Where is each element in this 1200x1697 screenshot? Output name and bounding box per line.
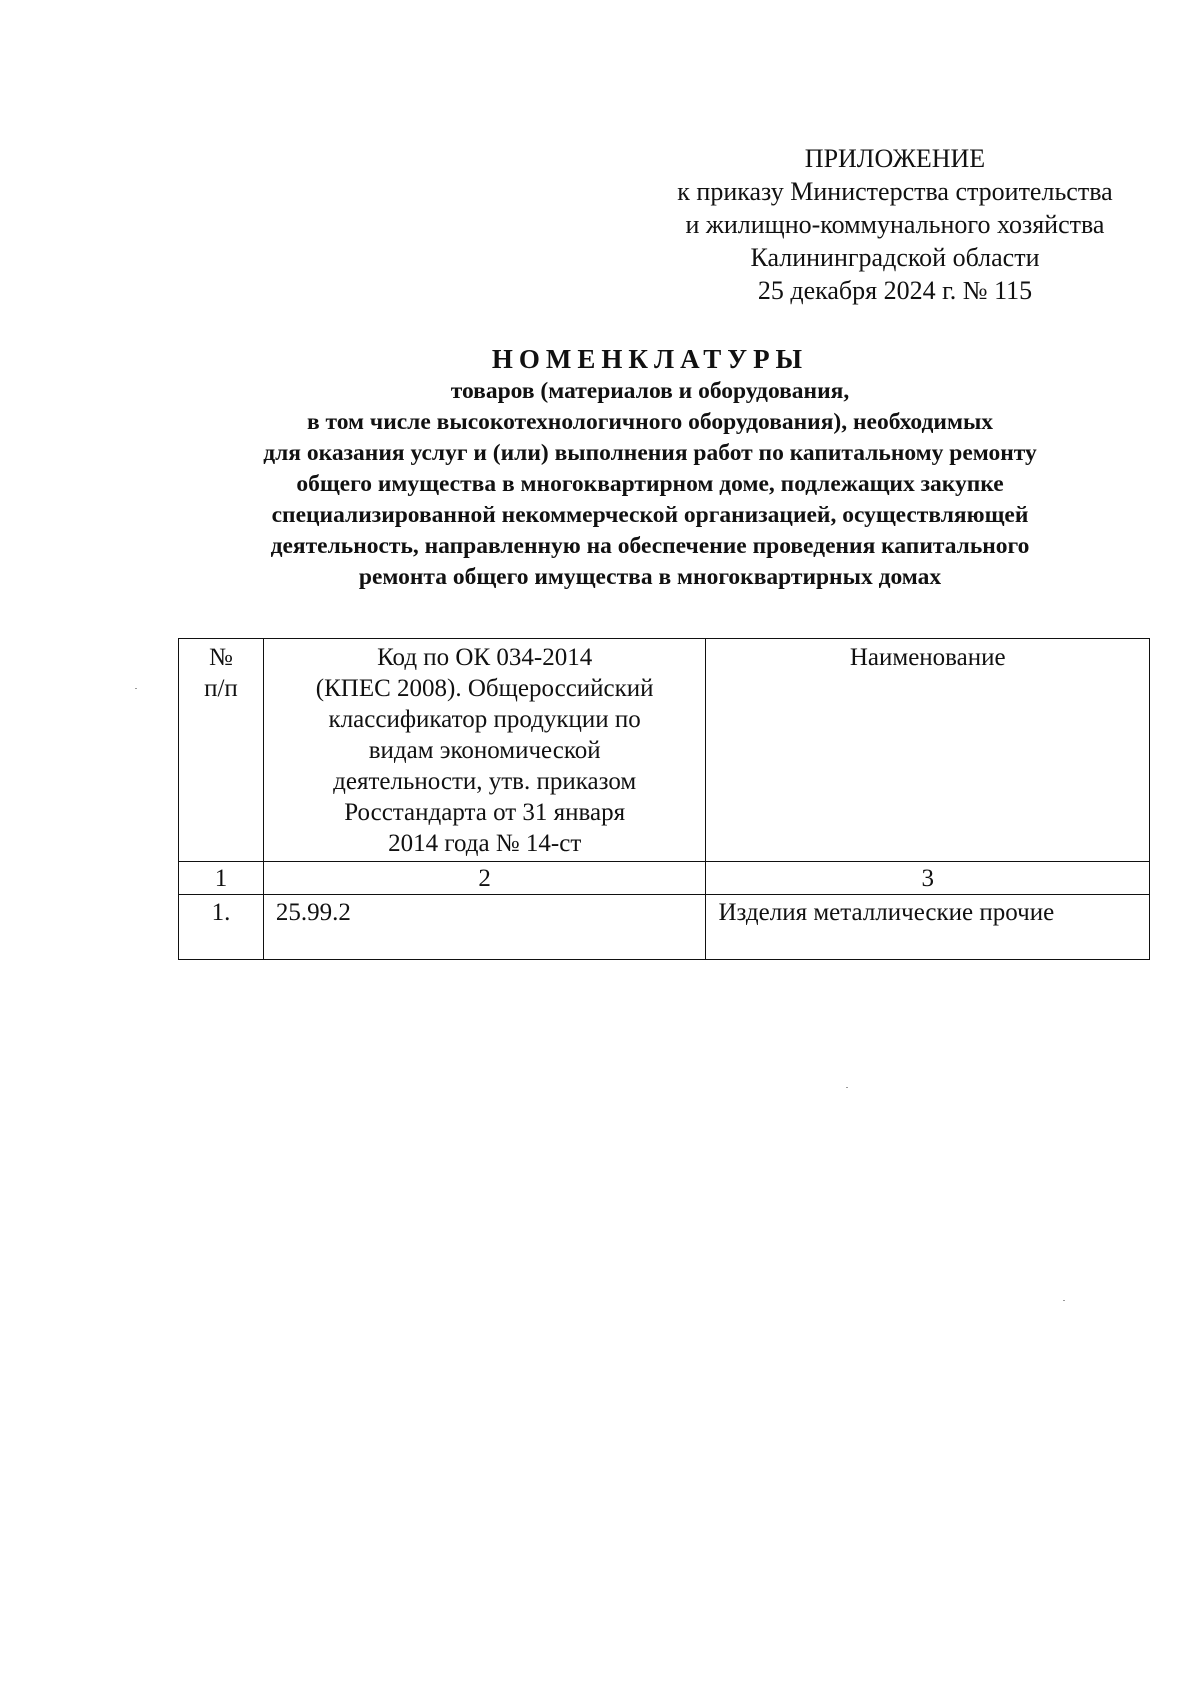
row-code: 25.99.2 [263, 895, 706, 960]
scan-speck [1063, 1300, 1065, 1301]
document-subtitle-line: деятельность, направленную на обеспечение проведения капитального [270, 533, 1030, 559]
document-subtitle-line: общего имущества в многоквартирном доме, подлежащих закупке [296, 471, 1004, 497]
column-index: 3 [706, 862, 1150, 895]
header-code-line: (КПЕС 2008). Общероссийский [315, 675, 654, 702]
header-code-line: классификатор продукции по [328, 706, 641, 733]
header-code-line: Росстандарта от 31 января [344, 799, 626, 826]
column-index: 2 [263, 862, 706, 895]
header-code-line: деятельности, утв. приказом [333, 768, 637, 795]
header-code [263, 639, 706, 862]
header-code-line: 2014 года № 14-ст [388, 830, 582, 857]
header-number-pp: п/п [204, 675, 238, 702]
appendix-line-order: к приказу Министерства строительства [677, 177, 1113, 206]
document-subtitle-line: для оказания услуг и (или) выполнения работ по капитальному ремонту [263, 440, 1037, 466]
column-index: 1 [179, 862, 264, 895]
header-number [179, 639, 264, 862]
table-row [179, 895, 1150, 960]
scan-speck [135, 688, 137, 689]
header-number-sign: № [209, 644, 233, 671]
nomenclature-table [178, 638, 1150, 960]
document-subtitle-line: в том числе высокотехнологичного оборудования), необходимых [306, 409, 994, 435]
appendix-line-date-number: 25 декабря 2024 г. № 115 [757, 276, 1033, 305]
header-name: Наименование [706, 639, 1150, 862]
row-name: Изделия металлические прочие [706, 895, 1150, 960]
table-column-index-row [179, 862, 1150, 895]
document-subtitle-line: ремонта общего имущества в многоквартирных домах [358, 564, 942, 590]
appendix-title: ПРИЛОЖЕНИЕ [804, 144, 986, 173]
table-header-row [179, 639, 1150, 862]
appendix-line-ministry: и жилищно-коммунального хозяйства [685, 210, 1105, 239]
header-code-line: Код по ОК 034-2014 [377, 644, 593, 671]
appendix-line-region: Калининградской области [750, 243, 1040, 272]
header-code-line: видам экономической [368, 737, 601, 764]
row-number: 1. [179, 895, 264, 960]
document-title: НОМЕНКЛАТУРЫ [491, 344, 809, 374]
document-subtitle-line: специализированной некоммерческой организацией, осуществляющей [271, 502, 1029, 528]
scan-speck [846, 1087, 848, 1088]
document-subtitle-line: товаров (материалов и оборудования, [450, 378, 850, 404]
document-title-block [150, 342, 1150, 593]
appendix-header [640, 142, 1150, 307]
